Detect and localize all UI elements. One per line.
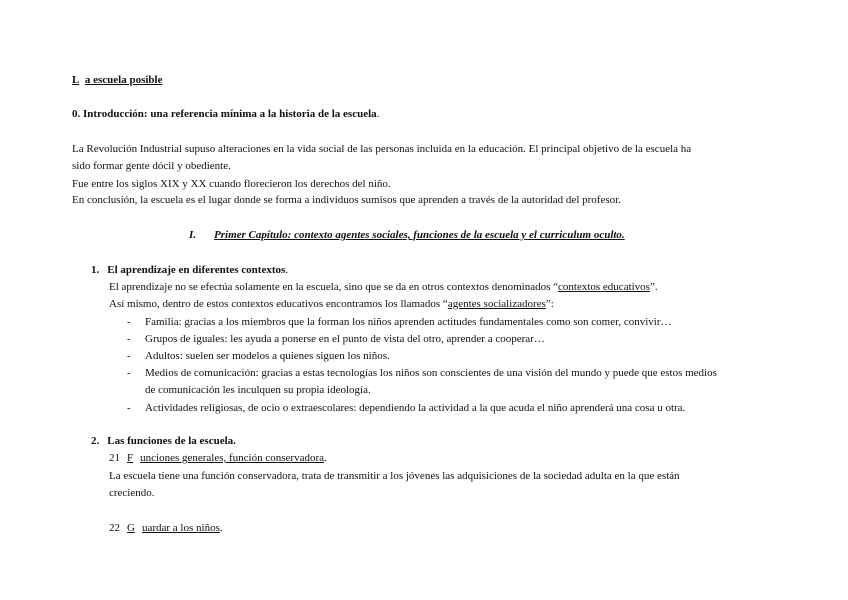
intro-paragraph-line: La Revolución Industrial supuso alteraciones en la vida social de las personas incluida en la educación. El principal objetivo de la escuela ha [72,143,692,155]
section-heading: 1. El aprendizaje en diferentes contextos. [91,264,289,276]
subsection-heading: 22 G uardar a los niños. [109,522,223,534]
list-item-continuation: de comunicación les inculquen su propia ideología. [145,384,371,396]
list-bullet: - [127,350,131,362]
section-paragraph-line: Así mismo, dentro de estos contextos educativos encontramos los llamados “agentes socializadores”: [109,298,554,310]
chapter-heading [189,228,625,242]
list-bullet: - [127,402,131,414]
list-bullet: - [127,316,131,328]
title-rest: a escuela posible [84,74,163,86]
term-agentes-socializadores: agentes socializadores [447,298,546,310]
chapter-numeral: I. [189,229,197,241]
list-item: Grupos de iguales: les ayuda a ponerse en el punto de vista del otro, aprender a cooperar… [145,333,545,345]
list-item: Medios de comunicación: gracias a estas tecnologías los niños son conscientes de una visión del mundo y puede que estos medios [145,367,717,379]
list-item: Adultos: suelen ser modelos a quienes siguen los niños. [145,350,390,362]
section-paragraph-line: creciendo. [109,487,155,499]
intro-paragraph-line: Fue entre los siglos XIX y XX cuando florecieron los derechos del niño. [72,178,391,190]
section-heading: 2. Las funciones de la escuela. [91,435,236,447]
subsection-heading: 21 F unciones generales, función conservadora. [109,452,327,464]
list-item: Familia: gracias a los miembros que la forman los niños aprenden actitudes fundamentales como son comer, convivir… [145,316,672,328]
list-bullet: - [127,367,131,379]
list-bullet: - [127,333,131,345]
section-paragraph-line: La escuela tiene una función conservadora, trata de transmitir a los jóvenes las adquisiciones de la sociedad adulta en la que están [109,470,680,482]
chapter-title: Primer Capítulo: contexto agentes sociales, funciones de la escuela y el curriculum oculto. [214,229,625,241]
document-title [72,73,162,87]
section-paragraph-line: El aprendizaje no se efectúa solamente en la escuela, sino que se da en otros contextos denominados “contextos educativos”. [109,281,658,293]
term-contextos-educativos: contextos educativos [558,281,650,293]
title-letter: L [72,74,80,86]
intro-paragraph-line: En conclusión, la escuela es el lugar donde se forma a individuos sumisos que aprenden a través de la autoridad del profesor. [72,194,621,206]
intro-heading: 0. Introducción: una referencia mínima a la historia de la escuela. [72,108,380,120]
list-item: Actividades religiosas, de ocio o extraescolares: dependiendo la actividad a la que acuda el niño aprenderá una cosa u otra. [145,402,686,414]
intro-paragraph-line: sido formar gente dócil y obediente. [72,160,231,172]
